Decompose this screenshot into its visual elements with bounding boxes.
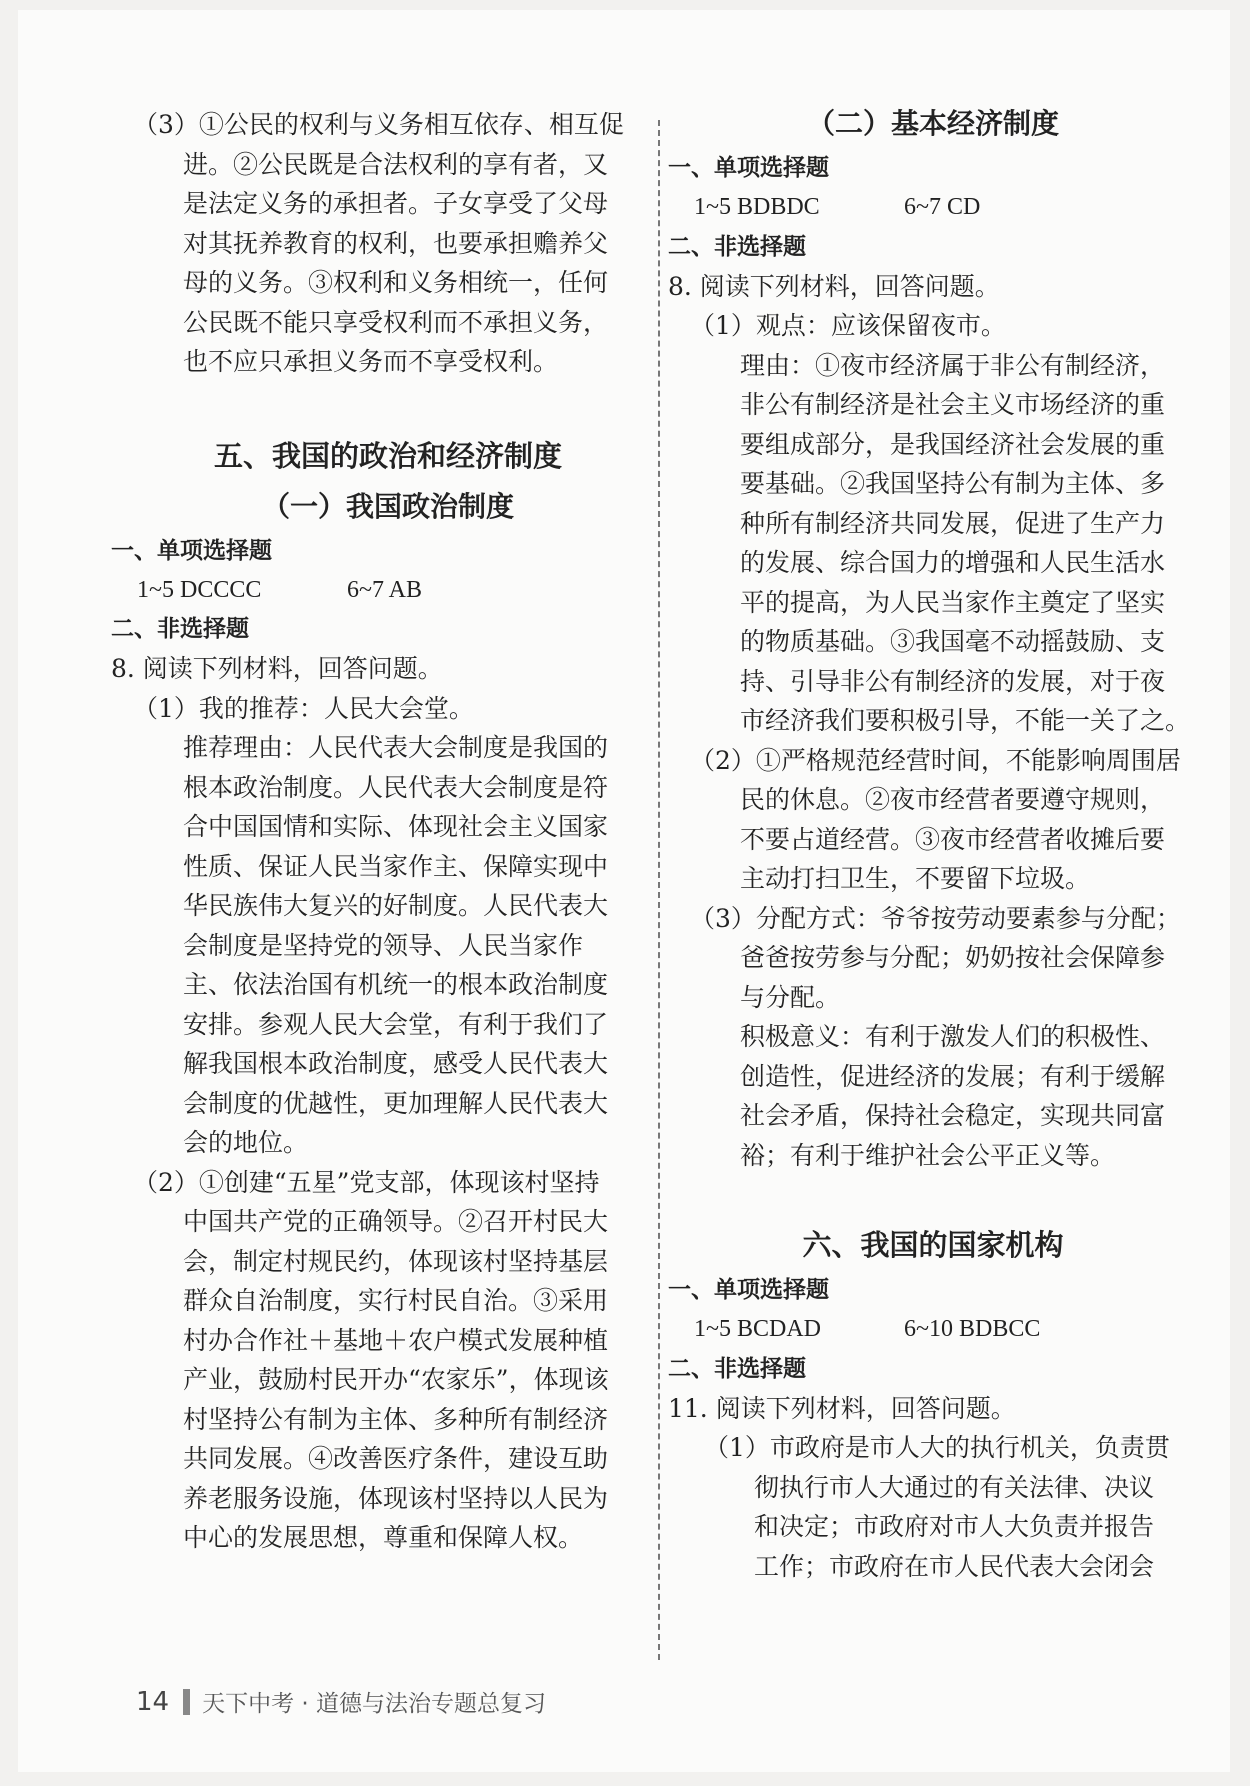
text-line: 会的地位。 <box>183 1128 309 1157</box>
answer-1-5: 1~5 BCDAD <box>694 1316 821 1342</box>
text-line: 推荐理由：人民代表大会制度是我国的 <box>183 733 609 762</box>
text-line: 的发展、综合国力的增强和人民生活水 <box>740 548 1166 577</box>
right-column <box>668 105 1198 1586</box>
text-line: 共同发展。④改善医疗条件，建设互助 <box>183 1444 609 1473</box>
answer-row <box>111 571 653 611</box>
text-line: 积极意义：有利于激发人们的积极性、 <box>740 1022 1166 1051</box>
footer-bar-mark <box>183 1689 190 1715</box>
page-footer <box>136 1685 546 1718</box>
page <box>18 10 1230 1772</box>
text-line: 是法定义务的承担者。子女享受了父母 <box>183 189 609 218</box>
question-type-heading: 一、单项选择题 <box>668 155 829 181</box>
text-line: 解我国根本政治制度，感受人民代表大 <box>183 1049 609 1078</box>
text-line: 公民既不能只享受权利而不承担义务， <box>183 307 609 337</box>
text-line: 村办合作社＋基地＋农户模式发展种植 <box>183 1325 609 1355</box>
text-line: 华民族伟大复兴的好制度。人民代表大 <box>183 891 609 920</box>
answer-part-body <box>123 728 653 1163</box>
text-line: 中心的发展思想，尊重和保障人权。 <box>183 1523 584 1552</box>
text-line: 平的提高，为人民当家作主奠定了坚实 <box>740 587 1166 617</box>
text-line: 要组成部分，是我国经济社会发展的重 <box>740 429 1166 459</box>
answer-row <box>668 188 1198 228</box>
text-line: 产业，鼓励村民开办“农家乐”，体现该 <box>183 1365 609 1394</box>
answer-row <box>668 1310 1198 1350</box>
text-line: 主、依法治国有机统一的根本政治制度 <box>183 970 609 999</box>
text-line: 社会矛盾，保持社会稳定，实现共同富 <box>740 1101 1166 1130</box>
answer-part-body <box>668 346 1198 741</box>
text-line: 母的义务。③权利和义务相统一，任何 <box>183 268 609 297</box>
text-line: 进。②公民既是合法权利的享有者，又 <box>183 149 609 179</box>
text-line: 根本政治制度。人民代表大会制度是符 <box>183 772 609 802</box>
text-line: 要基础。②我国坚持公有制为主体、多 <box>740 469 1166 498</box>
question-stem: 8. 阅读下列材料，回答问题。 <box>111 654 443 683</box>
text-line: 群众自治制度，实行村民自治。③采用 <box>183 1286 609 1315</box>
text-line: 安排。参观人民大会堂，有利于我们了 <box>183 1009 609 1039</box>
answer-part-heading: （3）分配方式：爷爷按劳动要素参与分配； <box>690 903 1181 933</box>
answer-part-heading: （1）观点：应该保留夜市。 <box>690 311 1006 340</box>
text-line: 不要占道经营。③夜市经营者收摊后要 <box>740 824 1166 854</box>
question-type-heading: 二、非选择题 <box>111 616 249 642</box>
answer-part-body <box>668 780 1198 899</box>
text-line: 村坚持公有制为主体、多种所有制经济 <box>183 1404 609 1434</box>
question-type-heading: 二、非选择题 <box>668 233 806 260</box>
left-intro-block <box>123 105 653 382</box>
column-divider <box>658 120 660 1660</box>
text-line: 工作；市政府在市人民代表大会闭会 <box>754 1551 1155 1581</box>
text-line: 彻执行市人大通过的有关法律、决议 <box>754 1472 1155 1502</box>
section-title: 六、我国的国家机构 <box>802 1228 1064 1262</box>
text-line: 与分配。 <box>740 982 841 1012</box>
text-line: 会制度的优越性，更加理解人民代表大 <box>183 1088 609 1118</box>
text-line: 市经济我们要积极引导，不能一关了之。 <box>740 706 1191 735</box>
section-title: 五、我国的政治和经济制度 <box>213 438 562 473</box>
text-line: 持、引导非公有制经济的发展，对于夜 <box>740 666 1166 696</box>
text-line: 会制度是坚持党的领导、人民当家作 <box>183 930 584 960</box>
text-line: 种所有制经济共同发展，促进了生产力 <box>740 508 1166 538</box>
answer-part-heading: （2）①严格规范经营时间，不能影响周围居 <box>690 745 1181 775</box>
subsection-title: （二）基本经济制度 <box>806 107 1059 140</box>
text-line: 创造性，促进经济的发展；有利于缓解 <box>740 1061 1166 1091</box>
text-line: 和决定；市政府对市人大负责并报告 <box>754 1512 1155 1541</box>
answer-part-body <box>123 1202 653 1558</box>
left-column <box>111 105 653 1558</box>
answer-part-heading: （1）我的推荐：人民大会堂。 <box>133 693 474 723</box>
text-line: 的物质基础。③我国毫不动摇鼓励、支 <box>740 627 1166 656</box>
text-line: 也不应只承担义务而不享受权利。 <box>183 347 559 376</box>
text-line: 性质、保证人民当家作主、保障实现中 <box>183 851 609 881</box>
book-title: 天下中考 · 道德与法治专题总复习 <box>202 1691 547 1717</box>
answer-part-body <box>668 1468 1198 1587</box>
text-line: 养老服务设施，体现该村坚持以人民为 <box>183 1483 609 1513</box>
text-line: 主动打扫卫生，不要留下垃圾。 <box>740 864 1091 893</box>
question-stem: 11. 阅读下列材料，回答问题。 <box>668 1393 1016 1423</box>
answer-part-heading: （2）①创建“五星”党支部，体现该村坚持 <box>133 1167 600 1197</box>
question-type-heading: 二、非选择题 <box>668 1355 806 1382</box>
answer-part-heading: （1）市政府是市人大的执行机关，负责贯 <box>704 1433 1170 1462</box>
page-number: 14 <box>136 1686 170 1717</box>
text-line: 爸爸按劳参与分配；奶奶按社会保障参 <box>740 943 1166 972</box>
text-line: 裕；有利于维护社会公平正义等。 <box>740 1140 1116 1170</box>
answer-1-5: 1~5 BDBDC <box>694 194 820 220</box>
answer-6-10: 6~10 BDBCC <box>904 1316 1041 1342</box>
text-line: 会，制定村规民约，体现该村坚持基层 <box>183 1246 609 1276</box>
text-line: 非公有制经济是社会主义市场经济的重 <box>740 390 1166 419</box>
text-line: 对其抚养教育的权利，也要承担赡养父 <box>183 228 609 258</box>
answer-1-5: 1~5 DCCCC <box>137 576 262 603</box>
text-line: （3）①公民的权利与义务相互依存、相互促 <box>133 110 624 139</box>
text-line: 中国共产党的正确领导。②召开村民大 <box>183 1207 609 1236</box>
text-line: 合中国国情和实际、体现社会主义国家 <box>183 812 609 841</box>
question-stem: 8. 阅读下列材料，回答问题。 <box>668 271 1000 301</box>
text-line: 理由：①夜市经济属于非公有制经济， <box>740 350 1166 380</box>
answer-part-body <box>668 938 1198 1175</box>
subsection-title: （一）我国政治制度 <box>261 489 514 523</box>
text-line: 民的休息。②夜市经营者要遵守规则， <box>740 785 1166 814</box>
question-type-heading: 一、单项选择题 <box>111 537 272 564</box>
answer-6-7: 6~7 CD <box>904 194 981 220</box>
answer-6-7: 6~7 AB <box>347 576 422 603</box>
question-type-heading: 一、单项选择题 <box>668 1277 829 1303</box>
